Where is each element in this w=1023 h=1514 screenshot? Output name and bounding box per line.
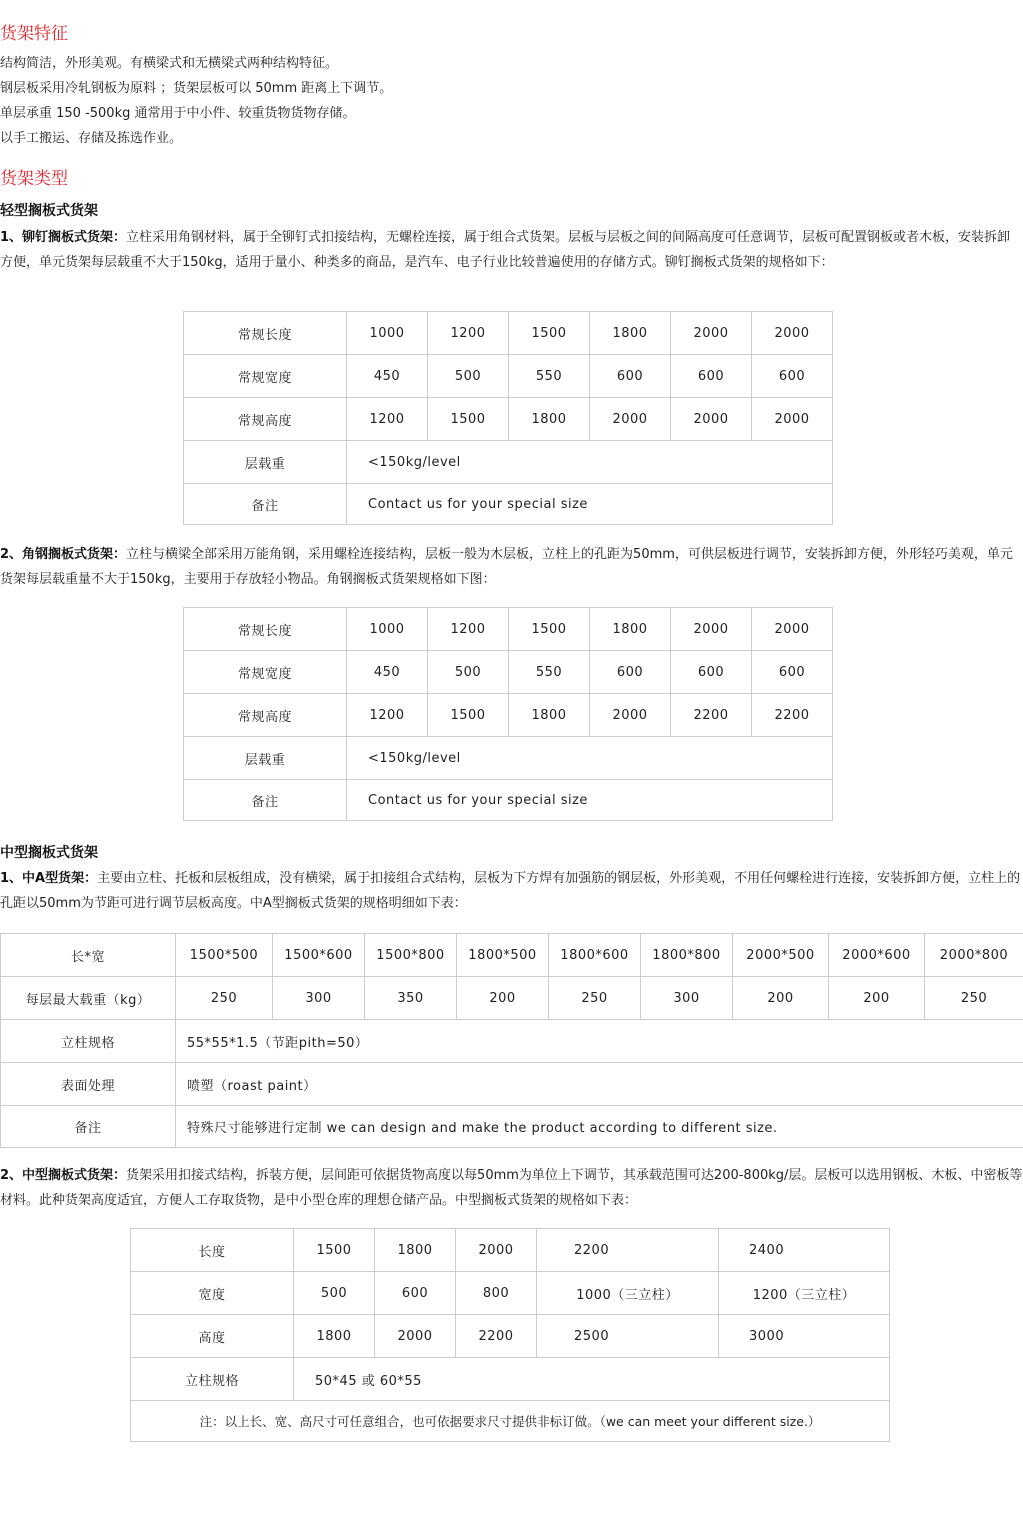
table-row <box>131 1358 890 1401</box>
table-cell: 600 <box>752 355 833 398</box>
feature-line: 结构简洁，外形美观。有横梁式和无横梁式两种结构特征。 <box>0 56 339 71</box>
table-cell: 2000 <box>752 312 833 355</box>
row-label: 常规长度 <box>184 608 347 651</box>
table-row <box>1 1106 1023 1148</box>
table-row <box>131 1229 890 1272</box>
table-cell: 800 <box>456 1272 537 1315</box>
table-cell: 1200 <box>428 312 509 355</box>
row-label: 备注 <box>184 780 347 821</box>
table-cell: 500 <box>428 355 509 398</box>
section-title-types: 货架类型 <box>0 169 68 189</box>
table-cell: 200 <box>829 977 925 1020</box>
table-row <box>184 608 833 651</box>
spec-table-medium-a <box>0 933 1023 1148</box>
row-label: 层载重 <box>184 737 347 780</box>
table-cell: 2000 <box>590 398 671 441</box>
table-cell: 1000 <box>347 608 428 651</box>
table-cell: <150kg/level <box>347 737 833 780</box>
table-cell: 1800 <box>590 608 671 651</box>
table-cell: 2000 <box>671 608 752 651</box>
paragraph-medium-shelf <box>0 1163 1023 1213</box>
table-row <box>184 398 833 441</box>
table-row <box>184 694 833 737</box>
item-text: 货架采用扣接式结构，拆装方便，层间距可依据货物高度以每50mm为单位上下调节，其承载范围可达200-800kg/层。层板可以选用钢板、木板、中密板等材料。此种货架高度适宜，方便人工存取货物，是中小型仓库的理想仓储产品。中型搁板式货架的规格如下表： <box>0 1168 1023 1208</box>
table-cell: 450 <box>347 651 428 694</box>
table-cell: 特殊尺寸能够进行定制 we can design and make the product according to different size. <box>176 1106 1023 1148</box>
table-cell: 2000 <box>590 694 671 737</box>
table-cell: 1800*600 <box>549 934 641 977</box>
spec-table-angle <box>183 607 833 821</box>
table-cell: 2400 <box>719 1229 890 1272</box>
feature-line: 钢层板采用冷轧钢板为原料 ；货架层板可以 50mm 距离上下调节。 <box>0 81 393 96</box>
table-cell: 1500 <box>294 1229 375 1272</box>
row-label: 常规长度 <box>184 312 347 355</box>
section-title-features: 货架特征 <box>0 24 68 44</box>
table-cell: 1800 <box>509 694 590 737</box>
item-text: 立柱采用角钢材料，属于全铆钉式扣接结构，无螺栓连接，属于组合式货架。层板与层板之间的间隔高度可任意调节，层板可配置钢板或者木板，安装拆卸方便，单元货架每层载重不大于150kg，适用于量小、种类多的商品，是汽车、电子行业比较普遍使用的存储方式。铆钉搁板式货架的规格如下： <box>0 230 1011 270</box>
table-cell: 250 <box>925 977 1023 1020</box>
paragraph-medium-a <box>0 866 1023 916</box>
table-cell: 3000 <box>719 1315 890 1358</box>
table-cell: 1200 <box>347 398 428 441</box>
row-label: 长度 <box>131 1229 294 1272</box>
table-cell: 600 <box>752 651 833 694</box>
table-cell: 喷塑（roast paint） <box>176 1063 1023 1106</box>
paragraph-angle-shelf <box>0 542 1023 592</box>
row-label: 立柱规格 <box>131 1358 294 1401</box>
table-row <box>131 1272 890 1315</box>
table-cell: 2000 <box>752 398 833 441</box>
item-label: 1、铆钉搁板式货架： <box>0 230 127 245</box>
spec-table-rivet <box>183 311 833 525</box>
row-label: 立柱规格 <box>1 1020 176 1063</box>
heading-light-shelf: 轻型搁板式货架 <box>0 203 98 219</box>
table-cell: Contact us for your special size <box>347 780 833 821</box>
table-cell: 1500*600 <box>273 934 365 977</box>
row-label: 高度 <box>131 1315 294 1358</box>
table-row <box>184 737 833 780</box>
table-row <box>184 780 833 821</box>
table-cell: 1800*800 <box>641 934 733 977</box>
table-cell: 1500 <box>509 312 590 355</box>
row-label: 常规高度 <box>184 694 347 737</box>
row-label: 备注 <box>1 1106 176 1148</box>
table-cell: 2000 <box>456 1229 537 1272</box>
table-cell: 1500 <box>428 694 509 737</box>
table-cell: 250 <box>176 977 273 1020</box>
table-cell: 1200 <box>428 608 509 651</box>
item-text: 主要由立柱、托板和层板组成，没有横梁，属于扣接组合式结构，层板为下方焊有加强筋的钢层板，外形美观，不用任何螺栓进行连接，安装拆卸方便，立柱上的孔距以50mm为节距可进行调节层板高度。中A型搁板式货架的规格明细如下表： <box>0 871 1021 911</box>
table-cell: <150kg/level <box>347 441 833 484</box>
item-text: 立柱与横梁全部采用万能角钢，采用螺栓连接结构，层板一般为木层板，立柱上的孔距为50mm，可供层板进行调节，安装拆卸方便，外形轻巧美观，单元货架每层载重量不大于150kg，主要用于存放轻小物品。角钢搁板式货架规格如下图： <box>0 547 1013 587</box>
table-cell: 1800 <box>294 1315 375 1358</box>
feature-line: 单层承重 150 -500kg 通常用于中小件、较重货物货物存储。 <box>0 106 356 121</box>
table-cell: 500 <box>428 651 509 694</box>
table-cell: 550 <box>509 651 590 694</box>
table-cell: 1800 <box>509 398 590 441</box>
heading-medium-shelf: 中型搁板式货架 <box>0 845 98 861</box>
table-cell: 55*55*1.5（节距pith=50） <box>176 1020 1023 1063</box>
table-cell: 1500*800 <box>365 934 457 977</box>
table-cell: 2000 <box>375 1315 456 1358</box>
row-label: 表面处理 <box>1 1063 176 1106</box>
table-cell: 500 <box>294 1272 375 1315</box>
row-label: 常规宽度 <box>184 651 347 694</box>
table-row <box>1 1063 1023 1106</box>
table-row <box>1 1020 1023 1063</box>
table-cell: 2200 <box>671 694 752 737</box>
table-cell: 1000（三立柱） <box>537 1272 719 1315</box>
table-row <box>184 355 833 398</box>
table-cell: 1500 <box>509 608 590 651</box>
table-cell: 2000*500 <box>733 934 829 977</box>
table-cell: 300 <box>273 977 365 1020</box>
table-cell: 550 <box>509 355 590 398</box>
table-cell: 2000 <box>752 608 833 651</box>
table-row <box>184 441 833 484</box>
table-cell: 200 <box>457 977 549 1020</box>
table-cell: 450 <box>347 355 428 398</box>
table-cell: 2200 <box>537 1229 719 1272</box>
table-cell: 2000*600 <box>829 934 925 977</box>
table-row <box>1 977 1023 1020</box>
table-row <box>131 1315 890 1358</box>
table-cell: 1000 <box>347 312 428 355</box>
row-label: 备注 <box>184 484 347 525</box>
table-footnote: 注：以上长、宽、高尺寸可任意组合，也可依据要求尺寸提供非标订做。（we can meet your different size.） <box>131 1401 890 1442</box>
table-cell: 2000 <box>671 398 752 441</box>
row-label: 长*宽 <box>1 934 176 977</box>
table-cell: 600 <box>590 651 671 694</box>
table-row <box>131 1401 890 1442</box>
table-row <box>1 934 1023 977</box>
row-label: 常规宽度 <box>184 355 347 398</box>
table-cell: 1800 <box>590 312 671 355</box>
row-label: 每层最大载重（kg） <box>1 977 176 1020</box>
table-cell: 2000*800 <box>925 934 1023 977</box>
table-cell: Contact us for your special size <box>347 484 833 525</box>
table-cell: 50*45 或 60*55 <box>294 1358 890 1401</box>
table-row <box>184 484 833 525</box>
row-label: 宽度 <box>131 1272 294 1315</box>
table-cell: 200 <box>733 977 829 1020</box>
table-cell: 600 <box>590 355 671 398</box>
table-cell: 2000 <box>671 312 752 355</box>
table-cell: 1200（三立柱） <box>719 1272 890 1315</box>
table-cell: 350 <box>365 977 457 1020</box>
table-row <box>184 312 833 355</box>
table-cell: 600 <box>671 355 752 398</box>
table-cell: 1800*500 <box>457 934 549 977</box>
item-label: 2、中型搁板式货架： <box>0 1168 127 1183</box>
table-cell: 1800 <box>375 1229 456 1272</box>
spec-table-medium <box>130 1228 890 1442</box>
table-cell: 2500 <box>537 1315 719 1358</box>
item-label: 1、中A型货架： <box>0 871 98 886</box>
table-cell: 300 <box>641 977 733 1020</box>
table-cell: 1200 <box>347 694 428 737</box>
feature-line: 以手工搬运、存储及拣选作业。 <box>0 131 183 146</box>
table-row <box>184 651 833 694</box>
table-cell: 2200 <box>752 694 833 737</box>
item-label: 2、角钢搁板式货架： <box>0 547 127 562</box>
row-label: 层载重 <box>184 441 347 484</box>
table-cell: 2200 <box>456 1315 537 1358</box>
table-cell: 600 <box>375 1272 456 1315</box>
row-label: 常规高度 <box>184 398 347 441</box>
table-cell: 1500*500 <box>176 934 273 977</box>
table-cell: 600 <box>671 651 752 694</box>
table-cell: 1500 <box>428 398 509 441</box>
table-cell: 250 <box>549 977 641 1020</box>
paragraph-rivet-shelf <box>0 225 1023 275</box>
